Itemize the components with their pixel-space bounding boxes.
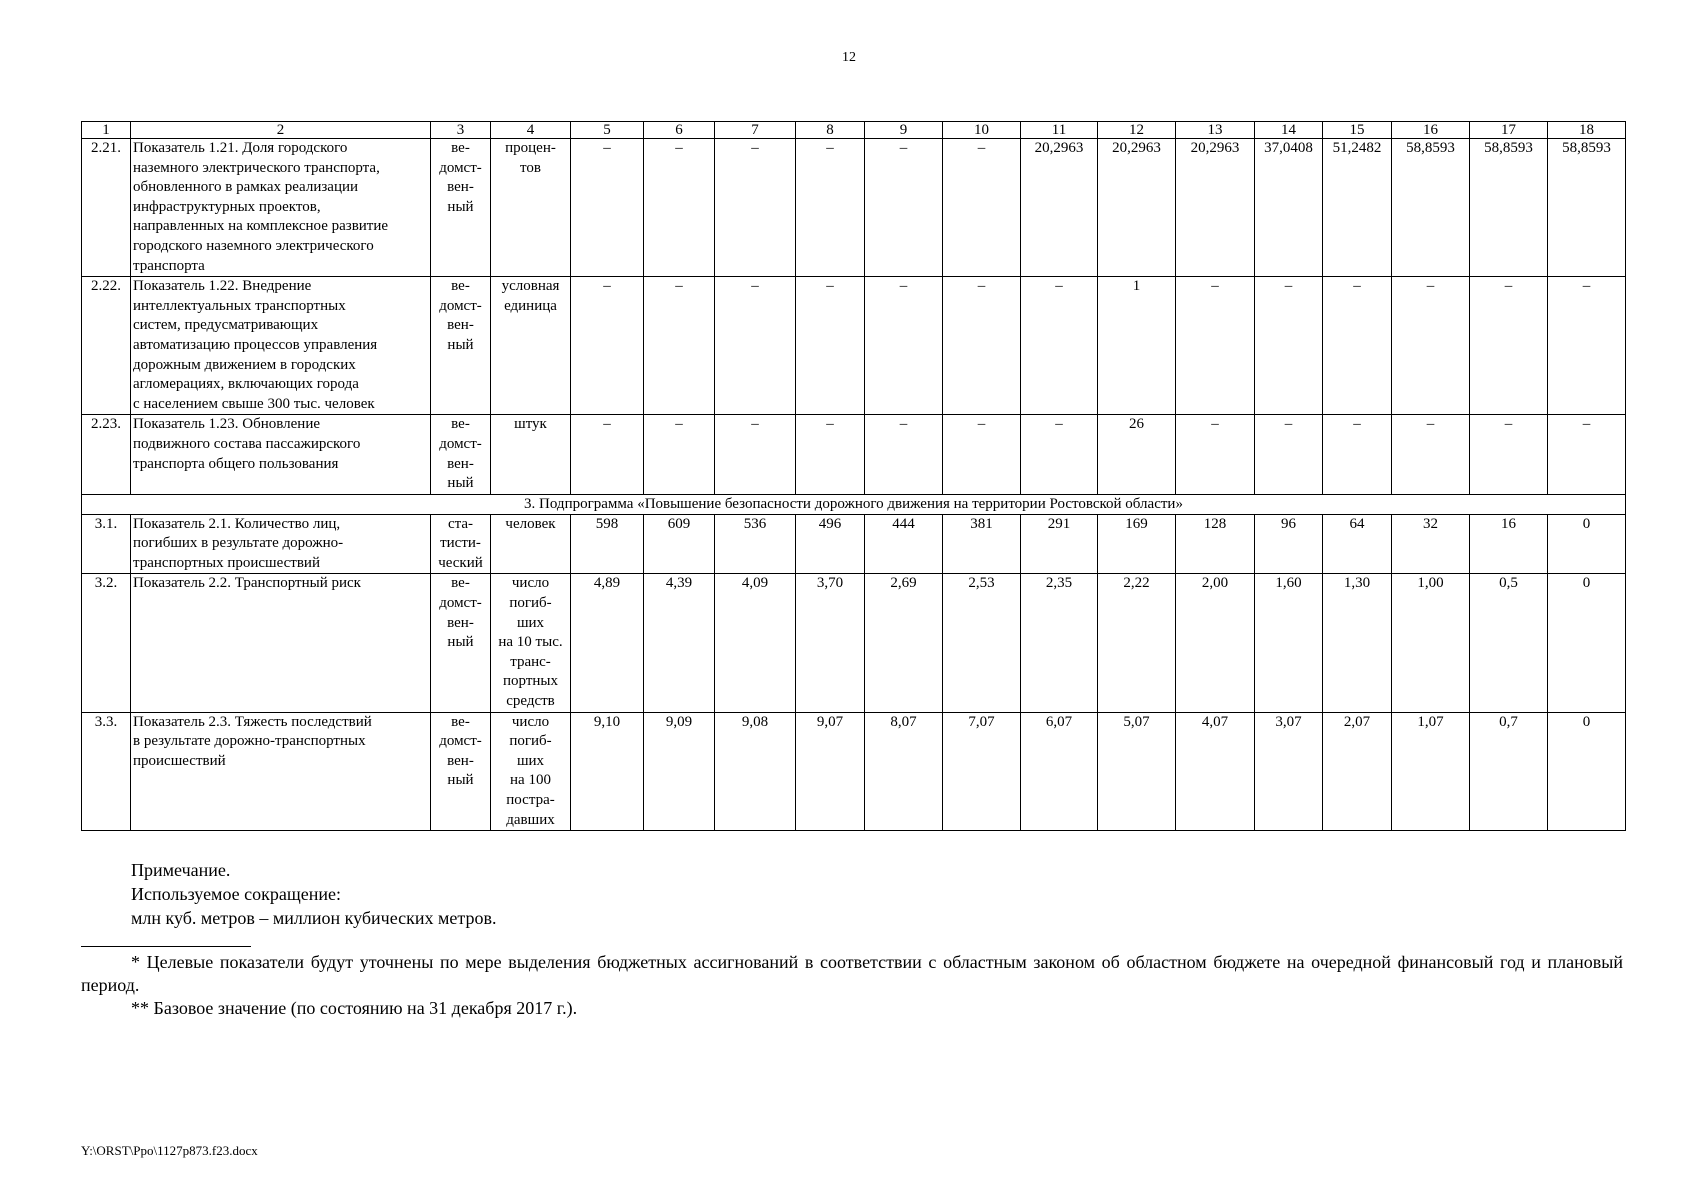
indicator-name-line: направленных на комплексное развитие: [133, 218, 389, 235]
value-cell: 20,2963: [1021, 139, 1098, 277]
value-cell: 9,09: [644, 712, 715, 831]
value-cell: 7,07: [943, 712, 1021, 831]
indicator-name: [131, 712, 431, 831]
value-cell: 1,00: [1392, 574, 1470, 712]
value-cell: 9,10: [571, 712, 644, 831]
value-cell: 3,07: [1255, 712, 1323, 831]
value-cell: 128: [1176, 514, 1255, 574]
value-cell: –: [1323, 277, 1392, 415]
value-cell: 9,08: [715, 712, 796, 831]
value-cell: 536: [715, 514, 796, 574]
data-source-line: ве-: [451, 278, 470, 295]
footnote: ** Базовое значение (по состоянию на 31 декабря 2017 г.).: [131, 998, 578, 1018]
value-cell: 1: [1098, 277, 1176, 415]
value-cell: 2,69: [865, 574, 943, 712]
table-row: [82, 277, 1626, 415]
indicator-name-line: Показатель 2.1. Количество лиц,: [133, 515, 341, 532]
column-number: 7: [715, 122, 796, 139]
value-cell: –: [1176, 415, 1255, 494]
value-cell: 2,00: [1176, 574, 1255, 712]
data-source-line: ве-: [451, 575, 470, 592]
column-number: 5: [571, 122, 644, 139]
value-cell: 26: [1098, 415, 1176, 494]
table-row: [82, 574, 1626, 712]
unit-line: штук: [514, 416, 547, 433]
indicator-name-line: с населением свыше 300 тыс. человек: [133, 395, 375, 412]
data-source-line: вен-: [447, 614, 474, 631]
data-source-line: вен-: [447, 179, 474, 196]
row-number: 2.22.: [82, 277, 131, 415]
column-number: 16: [1392, 122, 1470, 139]
column-number: 2: [131, 122, 431, 139]
value-cell: 2,53: [943, 574, 1021, 712]
column-number: 14: [1255, 122, 1323, 139]
indicator-name-line: в результате дорожно-транспортных: [133, 733, 366, 750]
column-number: 9: [865, 122, 943, 139]
value-cell: 1,30: [1323, 574, 1392, 712]
indicator-name: [131, 277, 431, 415]
value-cell: 16: [1470, 514, 1548, 574]
value-cell: –: [571, 139, 644, 277]
value-cell: –: [1255, 415, 1323, 494]
value-cell: 4,39: [644, 574, 715, 712]
unit-line: условная: [501, 278, 560, 295]
unit-line: человек: [505, 515, 556, 532]
value-cell: 0: [1548, 514, 1626, 574]
table-row: [82, 712, 1626, 831]
data-source-line: тисти-: [440, 535, 481, 552]
value-cell: –: [796, 277, 865, 415]
value-cell: –: [865, 415, 943, 494]
data-source: [431, 139, 491, 277]
value-cell: 3,70: [796, 574, 865, 712]
unit-line: погиб-: [509, 733, 552, 750]
value-cell: 609: [644, 514, 715, 574]
row-number: 2.21.: [82, 139, 131, 277]
value-cell: 20,2963: [1176, 139, 1255, 277]
indicator-name-line: погибших в результате дорожно-: [133, 535, 344, 552]
value-cell: –: [865, 277, 943, 415]
row-number: 3.3.: [82, 712, 131, 831]
data-source-line: домст-: [439, 733, 482, 750]
indicator-name: [131, 514, 431, 574]
data-source-line: домст-: [439, 297, 482, 314]
indicator-name: [131, 415, 431, 494]
indicator-name: [131, 139, 431, 277]
unit-line: тов: [520, 159, 541, 176]
data-source-line: ве-: [451, 416, 470, 433]
unit-line: ших: [516, 614, 545, 631]
value-cell: 0,7: [1470, 712, 1548, 831]
column-number: 13: [1176, 122, 1255, 139]
data-source-line: ный: [447, 336, 474, 353]
indicator-name-line: Показатель 2.3. Тяжесть последствий: [133, 713, 372, 730]
unit: [491, 514, 571, 574]
indicator-name-line: Показатель 1.23. Обновление: [133, 416, 321, 433]
data-source-line: домст-: [439, 159, 482, 176]
value-cell: 1,60: [1255, 574, 1323, 712]
value-cell: –: [943, 415, 1021, 494]
unit-line: ших: [516, 752, 545, 769]
unit: [491, 415, 571, 494]
data-source-line: ный: [447, 772, 474, 789]
unit-line: на 100: [510, 772, 551, 789]
value-cell: 598: [571, 514, 644, 574]
column-number: 3: [431, 122, 491, 139]
column-number: 11: [1021, 122, 1098, 139]
data-source-line: вен-: [447, 752, 474, 769]
value-cell: 2,22: [1098, 574, 1176, 712]
indicator-name-line: автоматизацию процессов управления: [133, 336, 378, 353]
value-cell: –: [796, 415, 865, 494]
unit: [491, 139, 571, 277]
row-number: 3.2.: [82, 574, 131, 712]
indicators-table: [81, 121, 1626, 831]
indicator-name-line: Показатель 1.22. Внедрение: [133, 278, 312, 295]
value-cell: 5,07: [1098, 712, 1176, 831]
header-row: [82, 122, 1626, 139]
value-cell: 6,07: [1021, 712, 1098, 831]
footnote-separator: [81, 946, 251, 947]
value-cell: 58,8593: [1392, 139, 1470, 277]
value-cell: 1,07: [1392, 712, 1470, 831]
unit-line: процен-: [505, 140, 556, 156]
value-cell: 381: [943, 514, 1021, 574]
value-cell: –: [1470, 277, 1548, 415]
value-cell: –: [715, 415, 796, 494]
value-cell: 2,07: [1323, 712, 1392, 831]
value-cell: –: [715, 139, 796, 277]
unit-line: единица: [504, 297, 557, 314]
note-line: Используемое сокращение:: [131, 884, 341, 904]
indicator-name-line: систем, предусматривающих: [133, 317, 319, 334]
value-cell: 4,89: [571, 574, 644, 712]
indicator-name-line: инфраструктурных проектов,: [133, 198, 321, 215]
value-cell: 2,35: [1021, 574, 1098, 712]
value-cell: –: [715, 277, 796, 415]
value-cell: –: [1392, 277, 1470, 415]
data-source-line: ный: [447, 475, 474, 492]
note: [131, 858, 497, 930]
value-cell: 444: [865, 514, 943, 574]
value-cell: 37,0408: [1255, 139, 1323, 277]
column-number: 15: [1323, 122, 1392, 139]
value-cell: –: [943, 139, 1021, 277]
value-cell: 51,2482: [1323, 139, 1392, 277]
indicator-name-line: городского наземного электрического: [133, 237, 374, 254]
value-cell: –: [1548, 415, 1626, 494]
value-cell: 4,07: [1176, 712, 1255, 831]
data-source-line: вен-: [447, 317, 474, 334]
value-cell: –: [943, 277, 1021, 415]
section-row: [82, 494, 1626, 514]
column-number: 6: [644, 122, 715, 139]
value-cell: 8,07: [865, 712, 943, 831]
footnote: * Целевые показатели будут уточнены по мере выделения бюджетных ассигнований в соответствии с областным законом об областном бюджете на очередной финансовый год и плановый период.: [81, 952, 1623, 995]
value-cell: –: [1021, 277, 1098, 415]
value-cell: 496: [796, 514, 865, 574]
data-source-line: ста-: [447, 515, 474, 532]
unit-line: на 10 тыс.: [498, 634, 563, 651]
value-cell: –: [644, 139, 715, 277]
indicator-name-line: наземного электрического транспорта,: [133, 159, 380, 176]
column-number: 8: [796, 122, 865, 139]
indicator-name-line: обновленного в рамках реализации: [133, 179, 359, 196]
value-cell: –: [571, 415, 644, 494]
indicator-name: [131, 574, 431, 712]
data-source-line: ве-: [451, 713, 470, 730]
indicator-name-line: дорожным движением в городских: [133, 356, 356, 373]
page-number: 12: [842, 50, 856, 65]
value-cell: 20,2963: [1098, 139, 1176, 277]
value-cell: 0: [1548, 574, 1626, 712]
data-source: [431, 277, 491, 415]
value-cell: 58,8593: [1548, 139, 1626, 277]
section-title: 3. Подпрограмма «Повышение безопасности дорожного движения на территории Ростовской области»: [82, 494, 1626, 514]
table-row: [82, 514, 1626, 574]
data-source: [431, 415, 491, 494]
value-cell: –: [644, 415, 715, 494]
data-source-line: ве-: [451, 140, 470, 156]
value-cell: –: [1470, 415, 1548, 494]
indicator-name-line: происшествий: [133, 752, 226, 769]
footnotes: [81, 951, 1623, 1020]
value-cell: –: [1176, 277, 1255, 415]
column-number: 10: [943, 122, 1021, 139]
value-cell: –: [796, 139, 865, 277]
indicator-name-line: агломерациях, включающих города: [133, 376, 359, 393]
indicator-name-line: Показатель 2.2. Транспортный риск: [133, 575, 361, 592]
data-source-line: ческий: [438, 554, 483, 571]
column-number: 18: [1548, 122, 1626, 139]
data-source-line: вен-: [447, 455, 474, 472]
unit-line: давших: [506, 811, 555, 828]
column-number: 17: [1470, 122, 1548, 139]
value-cell: 169: [1098, 514, 1176, 574]
indicator-name-line: транспортных происшествий: [133, 554, 320, 571]
value-cell: –: [1021, 415, 1098, 494]
indicator-name-line: интеллектуальных транспортных: [133, 297, 346, 314]
data-source: [431, 574, 491, 712]
indicator-name-line: подвижного состава пассажирского: [133, 435, 361, 452]
value-cell: –: [1255, 277, 1323, 415]
value-cell: –: [1323, 415, 1392, 494]
unit-line: число: [511, 713, 550, 730]
value-cell: 0: [1548, 712, 1626, 831]
data-source-line: домст-: [439, 435, 482, 452]
indicator-name-line: транспорта общего пользования: [133, 455, 339, 472]
value-cell: 96: [1255, 514, 1323, 574]
indicator-name-line: транспорта: [133, 257, 205, 274]
column-number: 4: [491, 122, 571, 139]
data-source: [431, 712, 491, 831]
column-number: 1: [82, 122, 131, 139]
value-cell: –: [571, 277, 644, 415]
data-source-line: ный: [447, 198, 474, 215]
column-number: 12: [1098, 122, 1176, 139]
unit: [491, 574, 571, 712]
value-cell: –: [644, 277, 715, 415]
value-cell: 32: [1392, 514, 1470, 574]
table-row: [82, 139, 1626, 277]
unit-line: постра-: [506, 792, 555, 808]
unit-line: число: [511, 575, 550, 592]
unit-line: погиб-: [509, 595, 552, 612]
value-cell: 4,09: [715, 574, 796, 712]
data-source: [431, 514, 491, 574]
value-cell: 64: [1323, 514, 1392, 574]
unit-line: портных: [503, 673, 558, 690]
unit-line: транс-: [510, 653, 551, 670]
table-row: [82, 415, 1626, 494]
unit: [491, 712, 571, 831]
indicator-name-line: Показатель 1.21. Доля городского: [133, 140, 348, 156]
value-cell: –: [1548, 277, 1626, 415]
file-path: Y:\ORST\Ppo\1127p873.f23.docx: [81, 1143, 258, 1158]
unit-line: средств: [506, 693, 555, 710]
data-source-line: домст-: [439, 595, 482, 612]
value-cell: –: [865, 139, 943, 277]
value-cell: 0,5: [1470, 574, 1548, 712]
data-source-line: ный: [447, 634, 474, 651]
value-cell: 58,8593: [1470, 139, 1548, 277]
value-cell: 9,07: [796, 712, 865, 831]
row-number: 2.23.: [82, 415, 131, 494]
note-line: млн куб. метров – миллион кубических метров.: [131, 908, 497, 928]
row-number: 3.1.: [82, 514, 131, 574]
value-cell: –: [1392, 415, 1470, 494]
unit: [491, 277, 571, 415]
value-cell: 291: [1021, 514, 1098, 574]
note-line: Примечание.: [131, 860, 231, 880]
